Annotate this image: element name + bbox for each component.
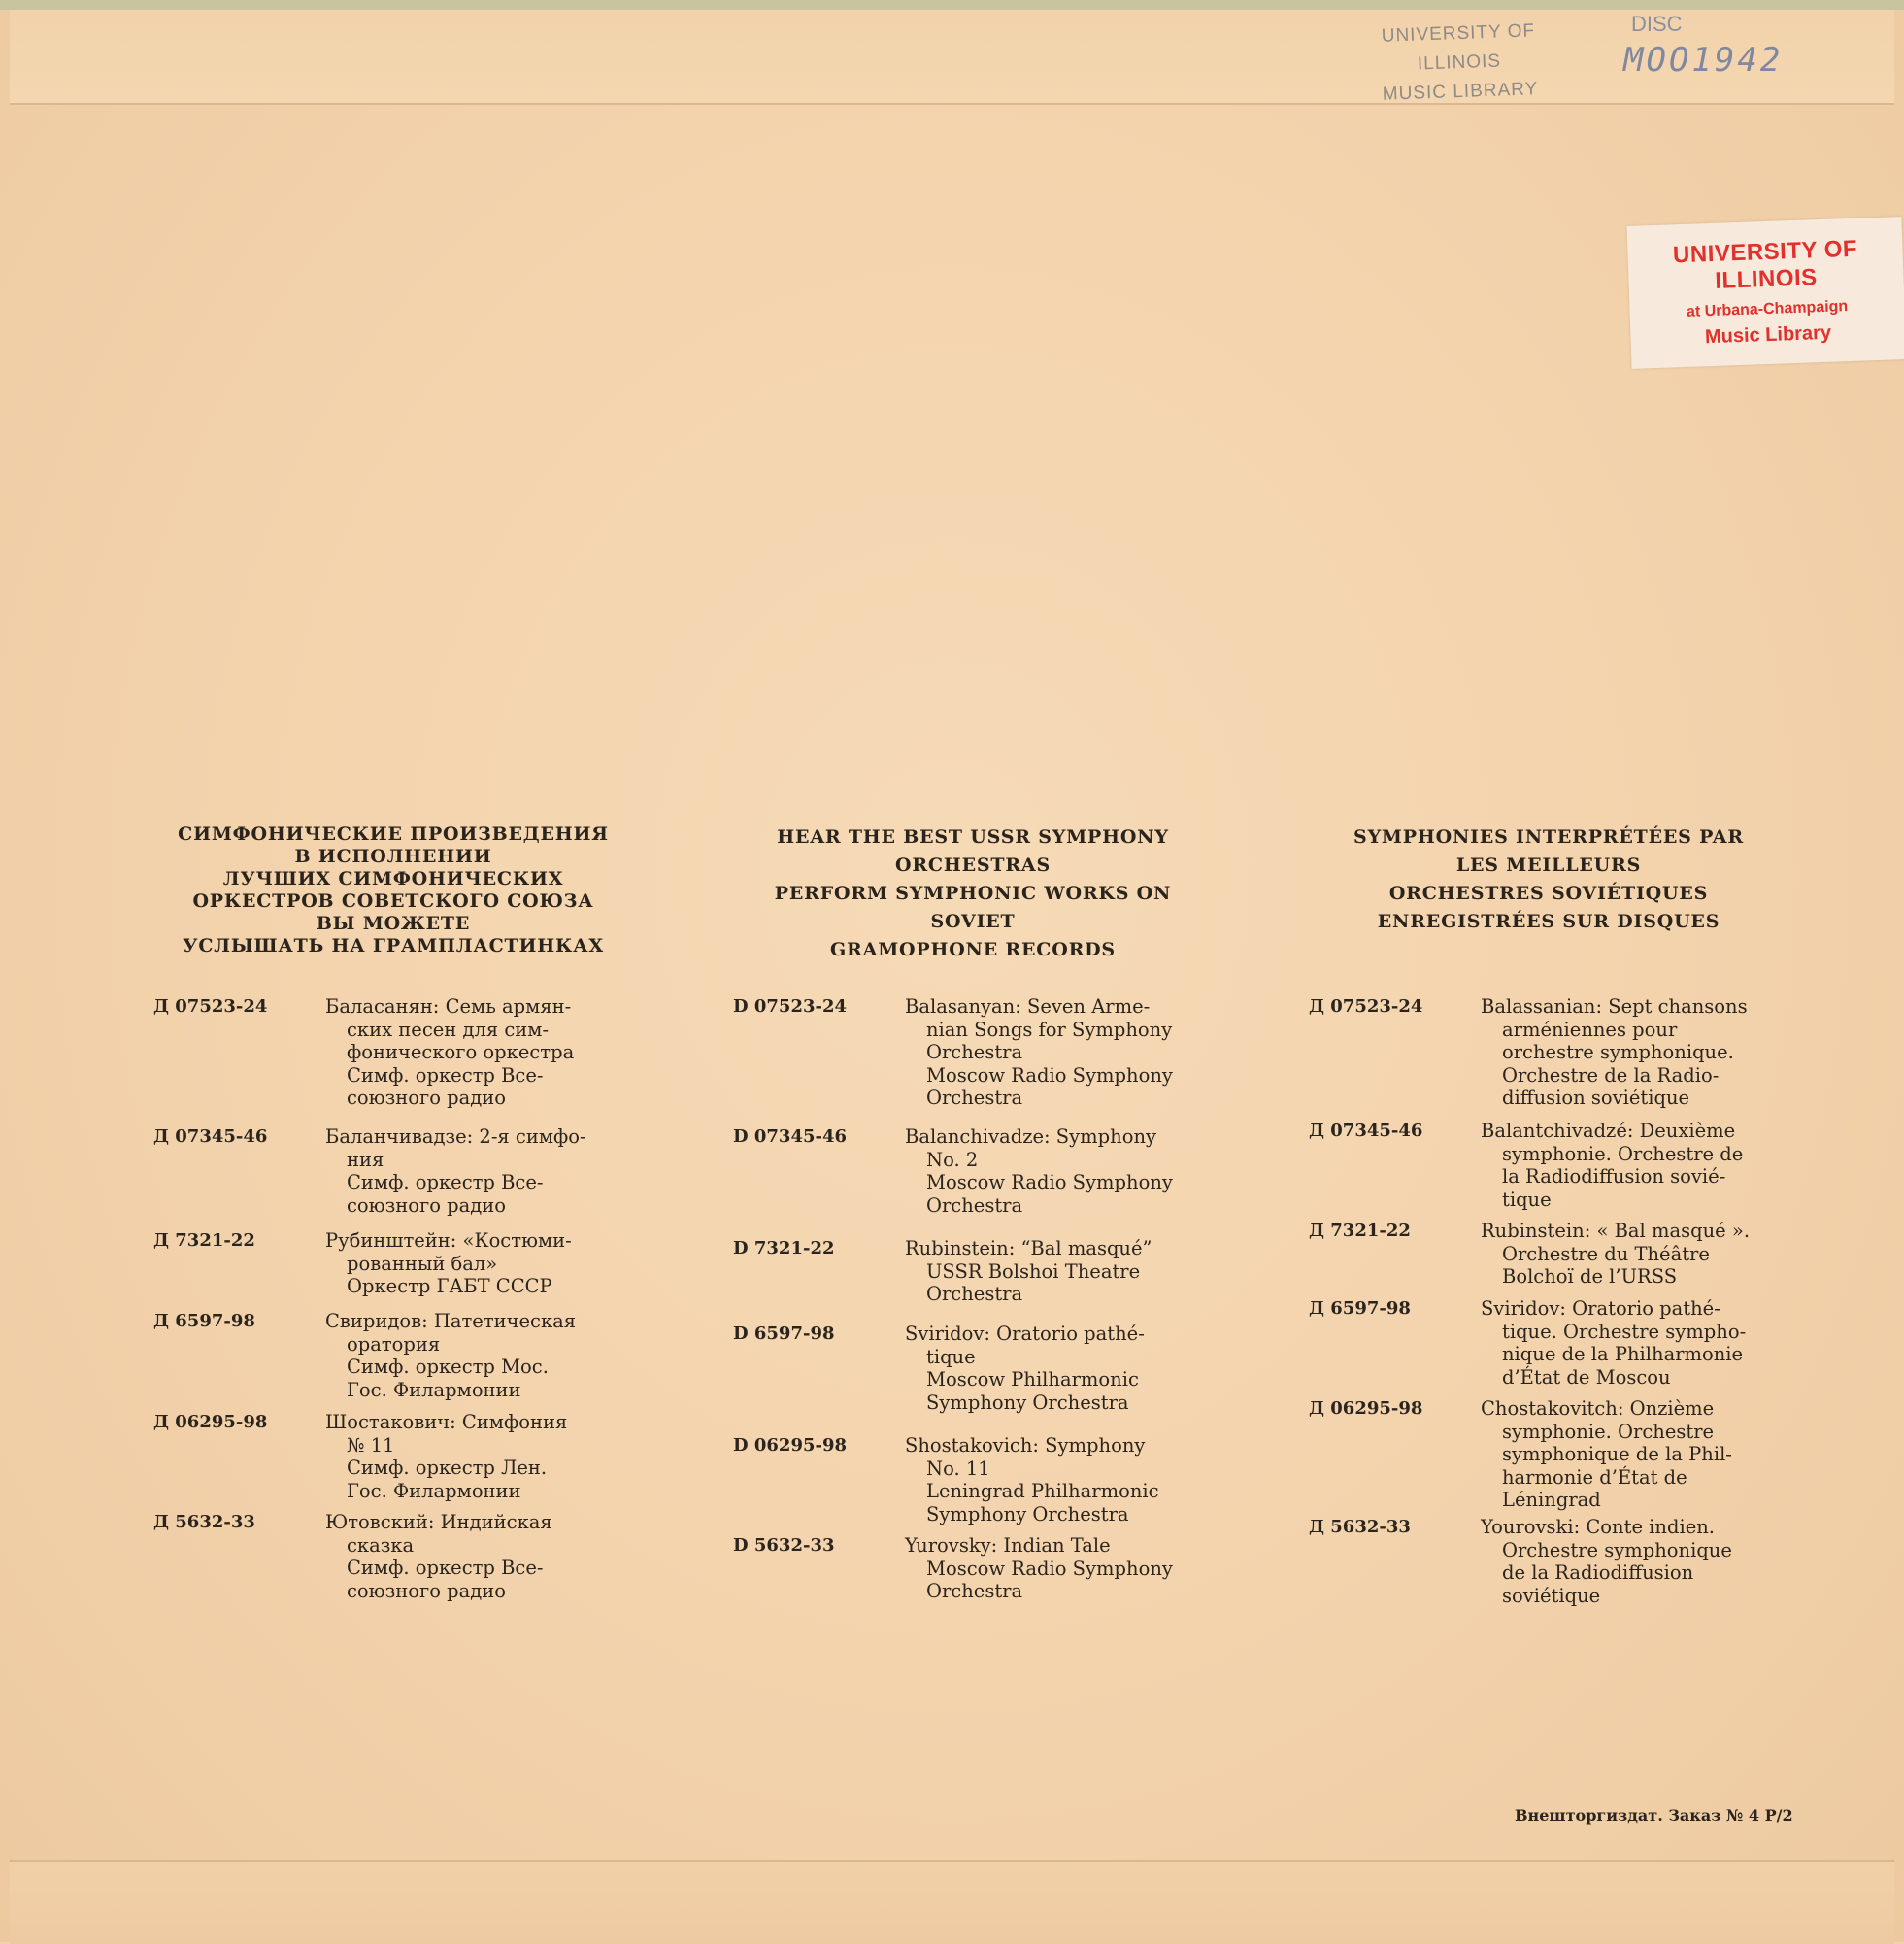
- catalog-number: Д 07523-24: [1309, 996, 1423, 1017]
- performer-line: Moscow Radio Symphony: [926, 1557, 1173, 1580]
- work-title: [905, 1237, 1216, 1260]
- performer-line: Bolchoï de l’URSS: [1502, 1265, 1678, 1288]
- heading-line: УСЛЫШАТЬ НА ГРАМПЛАСТИНКАХ: [183, 935, 604, 956]
- performer-line: USSR Bolshoi Theatre: [926, 1259, 1141, 1283]
- performer-line: Симф. оркестр Все-: [347, 1063, 544, 1087]
- performer-line: de la Radiodiffusion: [1502, 1561, 1694, 1584]
- heading-line: ENREGISTRÉES SUR DISQUES: [1377, 911, 1720, 932]
- work-title-line: Yourovski: Conte indien.: [1481, 1516, 1715, 1538]
- performer-line: harmonie d’État de: [1502, 1465, 1687, 1489]
- performer-line: Orchestre du Théâtre: [1502, 1242, 1710, 1265]
- performer: [347, 1171, 638, 1217]
- heading-line: ОРКЕСТРОВ СОВЕТСКОГО СОЮЗА: [192, 890, 594, 912]
- catalog-number: Д 07345-46: [1309, 1121, 1423, 1141]
- performer-line: Moscow Radio Symphony: [926, 1063, 1173, 1087]
- performer-line: Orchestre symphonique: [1502, 1538, 1732, 1561]
- university-music-library-stamp: [1342, 16, 1578, 111]
- performer-line: orchestre symphonique.: [1502, 1041, 1734, 1063]
- work-title-line: nian Songs for Symphony: [926, 1018, 1173, 1041]
- heading-line: ЛУЧШИХ СИМФОНИЧЕСКИХ: [222, 868, 564, 889]
- work-title-line: Balassanian: Sept chansons: [1481, 995, 1748, 1018]
- heading-line: LES MEILLEURS: [1455, 855, 1642, 876]
- performer-line: nique de la Philharmonie: [1502, 1343, 1744, 1365]
- catalog-number: D 7321-22: [733, 1238, 835, 1258]
- catalog-number: Д 5632-33: [1309, 1517, 1411, 1537]
- catalog-number: Д 6597-98: [153, 1311, 255, 1331]
- library-sticker-line-3: Music Library: [1704, 321, 1832, 349]
- heading-line: HEAR THE BEST USSR SYMPHONY: [777, 826, 1169, 848]
- column-russian: [150, 823, 636, 1602]
- catalog-number: D 5632-33: [733, 1535, 835, 1556]
- performer-line: Гос. Филармонии: [347, 1378, 521, 1401]
- performer: [347, 1275, 638, 1298]
- heading-line: ORCHESTRES SOVIÉTIQUES: [1388, 883, 1709, 904]
- work-title-line: Orchestra: [926, 1041, 1023, 1063]
- work-title-line: оратория: [347, 1332, 441, 1356]
- work-title-line: Rubinstein: « Bal masqué ».: [1481, 1220, 1751, 1242]
- performer-line: союзного радио: [347, 1087, 507, 1109]
- work-title: [905, 1434, 1216, 1480]
- work-title-line: No. 11: [926, 1457, 990, 1480]
- performer-line: Orchestre de la Radio-: [1502, 1063, 1720, 1087]
- performer-line: Гос. Филармонии: [347, 1479, 521, 1502]
- work-title-line: ских песен для сим-: [347, 1018, 550, 1041]
- disc-label-stamp: DISC: [1631, 12, 1683, 36]
- work-title: [905, 1125, 1216, 1171]
- performer-line: Symphony Orchestra: [926, 1391, 1129, 1414]
- work-title-line: № 11: [347, 1433, 395, 1457]
- performer-line: Symphony Orchestra: [926, 1502, 1129, 1525]
- work-title-line: Chostakovitch: Onzième: [1481, 1397, 1715, 1420]
- performer-line: tique: [1502, 1188, 1552, 1211]
- work-title-line: Баланчивадзе: 2-я симфо-: [325, 1125, 586, 1148]
- work-title: [1481, 1120, 1791, 1143]
- disc-number-handwritten: MOO1942: [1623, 41, 1784, 80]
- stamp-line-1: UNIVERSITY OF ILLINOIS: [1381, 20, 1536, 75]
- heading-line: СИМФОНИЧЕСКИЕ ПРОИЗВЕДЕНИЯ: [178, 823, 609, 845]
- performer: [926, 1558, 1218, 1603]
- performer-line: Orchestra: [926, 1193, 1023, 1217]
- column-heading-russian: [150, 823, 636, 957]
- performer-line: Léningrad: [1502, 1489, 1601, 1511]
- performer-line: symphonie. Orchestre: [1502, 1420, 1715, 1443]
- work-title-line: No. 2: [926, 1148, 979, 1171]
- work-title-line: Sviridov: Oratorio pathé-: [905, 1323, 1145, 1345]
- performer: [926, 1480, 1218, 1525]
- top-fold-flap: [10, 10, 1894, 105]
- work-title: [325, 1411, 636, 1457]
- performer-line: diffusion soviétique: [1502, 1087, 1690, 1109]
- catalog-number: Д 06295-98: [153, 1412, 268, 1432]
- heading-line: PERFORM SYMPHONIC WORKS ON: [774, 883, 1172, 904]
- catalog-number: Д 6597-98: [1309, 1298, 1411, 1319]
- catalog-number: D 07523-24: [733, 996, 848, 1017]
- performer-line: Orchestra: [926, 1087, 1023, 1109]
- column-heading-french: [1306, 823, 1791, 936]
- performer: [1502, 1143, 1793, 1212]
- catalog-number: Д 7321-22: [1309, 1221, 1411, 1241]
- work-title-line: Свиридов: Патетическая: [325, 1310, 577, 1332]
- stamp-line-2: MUSIC LIBRARY: [1382, 79, 1539, 105]
- performer: [347, 1557, 638, 1602]
- work-title: [325, 1125, 636, 1171]
- work-title: [1481, 1297, 1791, 1321]
- performer: [926, 1171, 1218, 1217]
- work-title-line: Balanchivadze: Symphony: [905, 1125, 1157, 1148]
- top-edge-strip: [0, 0, 1904, 10]
- catalog-number: Д 7321-22: [153, 1230, 255, 1251]
- work-title: [905, 1323, 1216, 1368]
- performer-line: la Radiodiffusion sovié-: [1502, 1165, 1726, 1188]
- performer-line: soviétique: [1502, 1584, 1601, 1607]
- work-title-line: ния: [347, 1148, 384, 1171]
- work-title: [325, 1229, 636, 1275]
- column-french: [1306, 823, 1791, 1607]
- column-english: [730, 823, 1216, 1602]
- work-title: [325, 995, 636, 1064]
- performer: [1502, 1321, 1793, 1390]
- performer-line: Orchestra: [926, 1580, 1023, 1602]
- work-title-line: Shostakovich: Symphony: [905, 1434, 1146, 1457]
- work-title-line: Sviridov: Oratorio pathé-: [1481, 1297, 1720, 1320]
- work-title: [325, 1310, 636, 1356]
- work-title: [1481, 1220, 1791, 1243]
- work-title: [905, 1534, 1216, 1558]
- work-title-line: Ютовский: Индийская: [325, 1511, 552, 1533]
- performer-line: symphonie. Orchestre de: [1502, 1142, 1744, 1165]
- heading-line: ВЫ МОЖЕТЕ: [316, 913, 471, 934]
- performer-line: Moscow Radio Symphony: [926, 1171, 1173, 1193]
- heading-line: GRAMOPHONE RECORDS: [830, 939, 1116, 960]
- performer-line: tique. Orchestre sympho-: [1502, 1320, 1747, 1343]
- performer-line: Orchestra: [926, 1283, 1023, 1305]
- catalog-number: D 06295-98: [733, 1435, 848, 1456]
- performer: [1502, 1539, 1793, 1608]
- performer-line: arméniennes pour: [1502, 1018, 1678, 1041]
- work-title-line: Рубинштейн: «Костюми-: [325, 1229, 572, 1252]
- performer: [1502, 1243, 1793, 1289]
- performer-line: Leningrad Philharmonic: [926, 1480, 1159, 1502]
- work-title: [1481, 995, 1791, 1019]
- performer: [926, 1260, 1218, 1306]
- work-title-line: Balasanyan: Seven Arme-: [905, 995, 1151, 1018]
- library-sticker: [1627, 217, 1904, 369]
- performer: [1502, 1019, 1793, 1110]
- performer-line: Moscow Philharmonic: [926, 1368, 1139, 1391]
- heading-line: SYMPHONIES INTERPRÉTÉES PAR: [1353, 826, 1744, 848]
- work-title-line: Баласанян: Семь армян-: [325, 995, 572, 1018]
- performer: [1502, 1421, 1793, 1512]
- catalog-number: Д 5632-33: [153, 1512, 255, 1532]
- performer-line: союзного радио: [347, 1193, 507, 1217]
- performer: [926, 1064, 1218, 1110]
- performer: [347, 1356, 638, 1401]
- work-title: [905, 995, 1216, 1064]
- work-title-line: Шостакович: Симфония: [325, 1411, 568, 1433]
- work-title: [1481, 1516, 1791, 1539]
- work-title-line: рованный бал»: [347, 1252, 498, 1275]
- performer: [926, 1368, 1218, 1414]
- performer-line: symphonique de la Phil-: [1502, 1443, 1732, 1465]
- work-title-line: Balantchivadzé: Deuxième: [1481, 1120, 1736, 1142]
- performer-line: Симф. оркестр Все-: [347, 1557, 544, 1579]
- catalog-number: Д 06295-98: [1309, 1398, 1423, 1419]
- work-title-line: Yurovsky: Indian Tale: [905, 1534, 1111, 1557]
- bottom-fold-flap: [10, 1860, 1894, 1944]
- performer-line: Оркестр ГАБТ СССР: [347, 1275, 552, 1297]
- work-title: [1481, 1397, 1791, 1421]
- performer-line: d’État de Moscou: [1502, 1365, 1671, 1389]
- performer-line: Симф. оркестр Лен.: [347, 1457, 548, 1479]
- catalog-number: Д 07345-46: [153, 1126, 268, 1147]
- heading-line: В ИСПОЛНЕНИИ: [294, 846, 492, 867]
- work-title-line: Rubinstein: “Bal masqué”: [905, 1237, 1152, 1259]
- library-sticker-line-1: UNIVERSITY OF ILLINOIS: [1672, 235, 1858, 294]
- publisher-order-note: Внешторгиздат. Заказ № 4 Р/2: [1515, 1806, 1793, 1825]
- heading-line: SOVIET: [930, 911, 1016, 932]
- performer-line: Симф. оркестр Мос.: [347, 1356, 549, 1378]
- performer-line: Симф. оркестр Все-: [347, 1171, 544, 1193]
- work-title-line: фонического оркестра: [347, 1041, 575, 1063]
- catalog-number: D 6597-98: [733, 1324, 835, 1344]
- performer: [347, 1457, 638, 1502]
- column-heading-english: [730, 823, 1216, 964]
- work-title: [325, 1511, 636, 1557]
- performer-line: союзного радио: [347, 1579, 507, 1602]
- performer: [347, 1064, 638, 1110]
- catalog-number: D 07345-46: [733, 1126, 848, 1147]
- work-title-line: сказка: [347, 1533, 415, 1557]
- catalog-number: Д 07523-24: [153, 996, 268, 1017]
- work-title-line: tique: [926, 1345, 976, 1368]
- library-sticker-line-2: at Urbana-Champaign: [1686, 298, 1849, 320]
- heading-line: ORCHESTRAS: [894, 855, 1051, 876]
